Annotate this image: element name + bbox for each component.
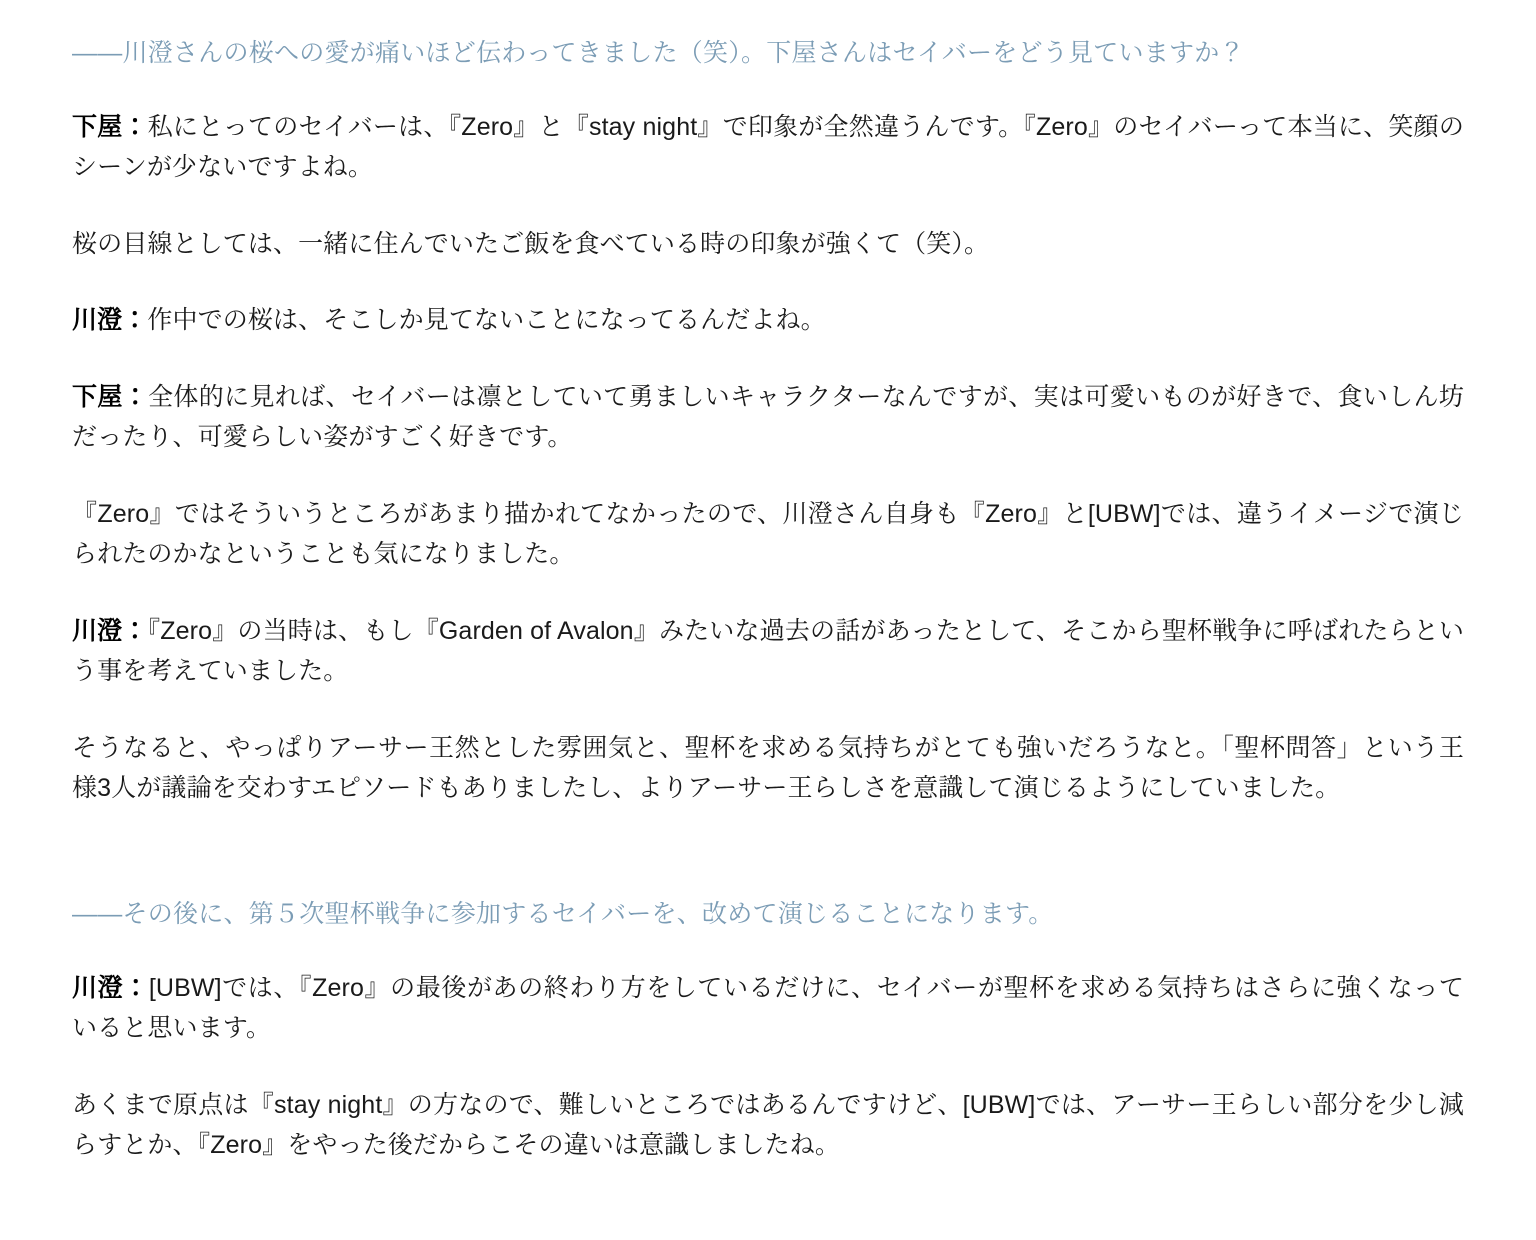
answer-kawasumi-2 <box>72 611 1464 692</box>
answer-shitaya-3 <box>72 377 1464 458</box>
answer-shitaya-2 <box>72 224 1464 265</box>
answer-shitaya-1-text: 私にとってのセイバーは、『Zero』と『stay night』で印象が全然違うんです。『Zero』のセイバーって本当に、笑顔のシーンが少ないですよね。 <box>72 112 1464 182</box>
answer-kawasumi-5-text: あくまで原点は『stay night』の方なので、難しいところではあるんですけど、[UBW]では、アーサー王らしい部分を少し減らすとか、『Zero』をやった後だからこその違いは意識しましたね。 <box>72 1090 1464 1159</box>
answer-shitaya-4-text: 『Zero』ではそういうところがあまり描かれてなかったので、川澄さん自身も『Zero』と[UBW]では、違うイメージで演じられたのかなということも気になりました。 <box>72 499 1464 569</box>
answer-kawasumi-3-text: そうなると、やっぱりアーサー王然とした雰囲気と、聖杯を求める気持ちがとても強いだろうなと。「聖杯問答」という王様3人が議論を交わすエピソードもありましたし、よりアーサー王らしさを意識して演じるようにしていました。 <box>72 733 1464 803</box>
answer-kawasumi-1-text: 作中での桜は、そこしか見てないことになってるんだよね。 <box>147 306 826 335</box>
answer-shitaya-3-text: 全体的に見れば、セイバーは凛としていて勇ましいキャラクターなんですが、実は可愛いものが好きで、食いしん坊だったり、可愛らしい姿がすごく好きです。 <box>72 382 1464 452</box>
answer-kawasumi-1 <box>72 300 1464 341</box>
answer-kawasumi-2-speaker: 川澄： <box>72 616 148 645</box>
answer-kawasumi-4-text: [UBW]では、『Zero』の最後があの終わり方をしているだけに、セイバーが聖杯を求める気持ちはさらに強くなっていると思います。 <box>72 973 1464 1042</box>
answer-kawasumi-2-text: 『Zero』の当時は、もし『Garden of Avalon』みたいな過去の話があったとして、そこから聖杯戦争に呼ばれたらという事を考えていました。 <box>72 616 1464 686</box>
answer-kawasumi-3 <box>72 728 1464 809</box>
answer-kawasumi-4 <box>72 968 1464 1049</box>
answer-shitaya-4 <box>72 494 1464 575</box>
answer-kawasumi-1-speaker: 川澄： <box>72 306 148 335</box>
answer-shitaya-2-text: 桜の目線としては、一緒に住んでいたご飯を食べている時の印象が強くて（笑）。 <box>72 229 990 258</box>
interview-question-1: ――川澄さんの桜への愛が痛いほど伝わってきました（笑）。下屋さんはセイバーをどう見ていますか？ <box>72 39 1245 67</box>
answer-shitaya-3-speaker: 下屋： <box>72 382 149 411</box>
answer-kawasumi-4-speaker: 川澄： <box>72 973 149 1002</box>
answer-shitaya-1 <box>72 107 1464 188</box>
answer-shitaya-1-speaker: 下屋： <box>72 112 148 141</box>
answer-kawasumi-5 <box>72 1085 1464 1166</box>
interview-question-2: ――その後に、第５次聖杯戦争に参加するセイバーを、改めて演じることになります。 <box>72 899 1054 928</box>
